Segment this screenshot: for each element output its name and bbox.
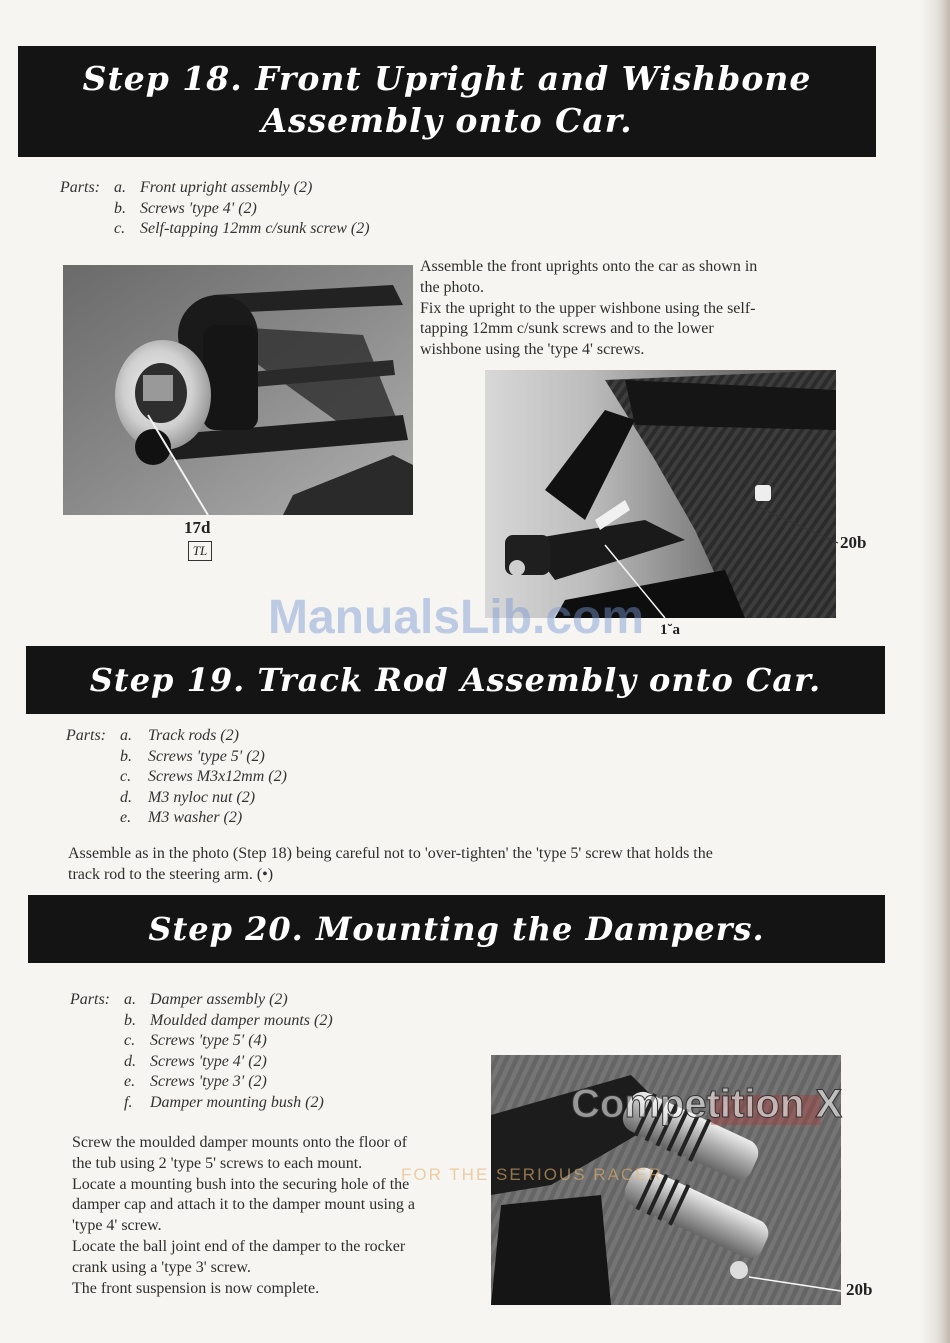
part-text: M3 washer (2)	[148, 809, 243, 827]
part-letter: b.	[120, 747, 132, 765]
callout-17d: 17d	[184, 518, 211, 537]
parts-label: Parts:	[66, 727, 106, 744]
instruction-line: The front suspension is now complete.	[72, 1279, 320, 1297]
step-18-title-banner	[18, 46, 876, 157]
part-text: Screws 'type 4' (2)	[150, 1052, 267, 1070]
part-text: M3 nyloc nut (2)	[148, 788, 256, 806]
instruction-line: Screw the moulded damper mounts onto the floor of	[72, 1134, 408, 1151]
step-20-instructions	[72, 1133, 482, 1299]
part-letter: f.	[124, 1093, 133, 1111]
callout-19a: 1˘a	[660, 622, 680, 638]
parts-label: Parts:	[60, 179, 100, 196]
part-letter: c.	[114, 220, 126, 238]
instruction-line: Locate the ball joint end of the damper to the rocker	[72, 1237, 406, 1255]
part-letter: e.	[124, 1073, 136, 1091]
step-18-photo-upright-closeup	[63, 265, 413, 515]
part-letter: c.	[124, 1032, 136, 1050]
step-20-parts-list	[70, 990, 490, 1114]
instruction-line: tapping 12mm c/sunk screws and to the lower	[420, 320, 714, 338]
competition-x-tagline: FOR THE SERIOUS RACER	[401, 1165, 663, 1184]
tl-box-label: TL	[188, 541, 212, 561]
step-19-title-banner	[26, 646, 885, 714]
callout-20b-lower: 20b	[846, 1280, 873, 1299]
instruction-line: 'type 4' screw.	[72, 1217, 162, 1235]
part-letter: a.	[120, 727, 132, 744]
step-18-instructions	[420, 257, 820, 361]
step-20-title-banner	[28, 895, 885, 963]
competition-x-logo: Competition X	[571, 1082, 843, 1126]
instruction-line: wishbone using the 'type 4' screws.	[420, 341, 645, 359]
parts-label: Parts:	[70, 991, 110, 1008]
part-letter: b.	[124, 1011, 136, 1029]
part-text: Track rods (2)	[148, 727, 239, 744]
part-text: Self-tapping 12mm c/sunk screw (2)	[140, 220, 370, 238]
part-text: Screws 'type 5' (2)	[148, 747, 265, 765]
step-18-parts-list	[60, 178, 480, 240]
part-text: Damper mounting bush (2)	[150, 1093, 324, 1111]
step-18-title-line-2: Assembly onto Car.	[261, 101, 633, 140]
part-letter: d.	[120, 788, 132, 806]
part-letter: d.	[124, 1052, 136, 1070]
instruction-line: damper cap and attach it to the damper mount using a	[72, 1196, 415, 1214]
instruction-line: Fix the upright to the upper wishbone using the self-	[420, 299, 756, 317]
part-text: Front upright assembly (2)	[140, 179, 313, 196]
step-19-parts-list	[66, 726, 486, 829]
part-letter: a.	[124, 991, 136, 1008]
part-letter: e.	[120, 809, 132, 827]
part-letter: b.	[114, 199, 126, 217]
instruction-line: Assemble as in the photo (Step 18) being careful not to 'over-tighten' the 'type 5' screw that holds the	[68, 845, 713, 862]
callout-20b-upper: 20b	[840, 533, 867, 552]
page-edge-shadow	[920, 0, 950, 1343]
step-18-photo-car-front	[485, 370, 836, 618]
instruction-line: crank using a 'type 3' screw.	[72, 1258, 251, 1276]
part-text: Screws 'type 4' (2)	[140, 199, 257, 217]
part-text: Screws M3x12mm (2)	[148, 768, 287, 786]
callout-line-20b	[760, 500, 840, 550]
part-letter: a.	[114, 179, 126, 196]
instruction-line: the tub using 2 'type 5' screws to each mount.	[72, 1154, 363, 1172]
part-letter: c.	[120, 768, 132, 786]
step-19-instructions	[68, 844, 868, 886]
step-20-photo-dampers	[401, 1055, 843, 1305]
instruction-line: the photo.	[420, 278, 484, 296]
part-text: Moulded damper mounts (2)	[150, 1011, 333, 1029]
part-text: Screws 'type 3' (2)	[150, 1073, 267, 1091]
step-18-title-line-1: Step 18. Front Upright and Wishbone	[82, 59, 812, 98]
instruction-line: Assemble the front uprights onto the car as shown in	[420, 258, 758, 275]
part-text: Damper assembly (2)	[150, 991, 288, 1008]
step-19-title: Step 19. Track Rod Assembly onto Car.	[89, 661, 822, 699]
step-20-title: Step 20. Mounting the Dampers.	[148, 910, 765, 948]
manualslib-watermark: ManualsLib.com	[268, 591, 645, 644]
instruction-line: Locate a mounting bush into the securing hole of the	[72, 1175, 410, 1193]
instruction-line: track rod to the steering arm. (•)	[68, 865, 274, 883]
part-text: Screws 'type 5' (4)	[150, 1032, 267, 1050]
